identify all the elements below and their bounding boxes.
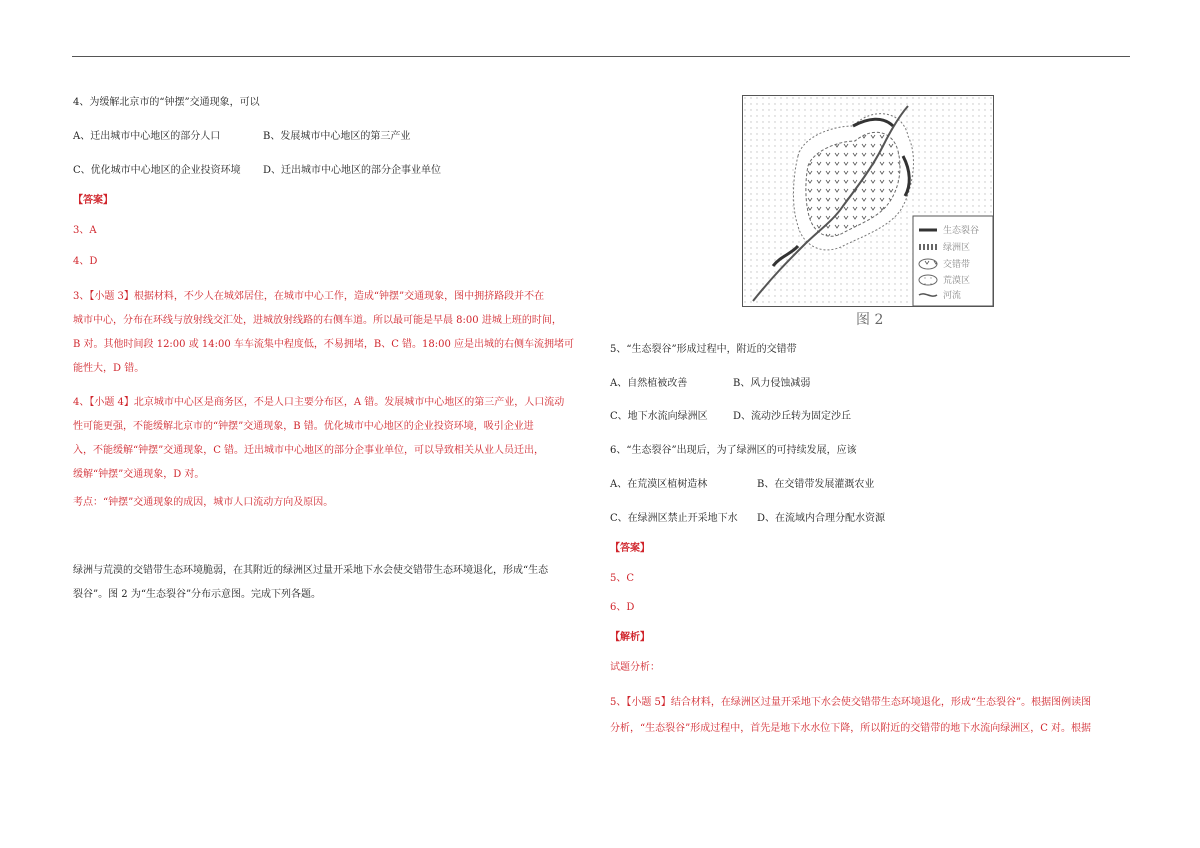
map-illustration xyxy=(743,96,993,306)
legend-label: 河流 xyxy=(943,291,962,301)
explanation-4-line: 4、【小题 4】北京城市中心区是商务区，不是人口主要分布区，A 错。发展城市中心地区的第三产业，人口流动 xyxy=(73,397,565,408)
answer-5: 5、C xyxy=(610,573,635,584)
legend-label: 绿洲区 xyxy=(943,243,971,253)
q4-option-a: A、迁出城市中心地区的部分人口 xyxy=(73,131,221,142)
q4-option-c: C、优化城市中心地区的企业投资环境 xyxy=(73,165,241,176)
legend-label: 生态裂谷 xyxy=(943,226,980,236)
q4-option-d: D、迁出城市中心地区的部分企事业单位 xyxy=(263,165,442,176)
intro-line: 裂谷”。图 2 为“生态裂谷”分布示意图。完成下列各题。 xyxy=(73,589,322,600)
question-6-stem: 6、“生态裂谷”出现后，为了绿洲区的可持续发展，应该 xyxy=(610,445,857,456)
q6-option-c: C、在绿洲区禁止开采地下水 xyxy=(610,513,738,524)
header-rule xyxy=(72,56,1130,57)
explanation-4-line: 缓解“钟摆”交通现象，D 对。 xyxy=(73,469,205,480)
legend-label: 交错带 xyxy=(943,260,971,270)
q5-option-d: D、流动沙丘转为固定沙丘 xyxy=(733,411,852,422)
question-4-stem: 4、为缓解北京市的“钟摆”交通现象，可以 xyxy=(73,97,260,108)
explanation-5-line: 5、【小题 5】结合材料，在绿洲区过量开采地下水会使交错带生态环境退化，形成“生态裂谷”。根据图例读图 xyxy=(610,697,1092,708)
answer-label: 【答案】 xyxy=(610,543,650,554)
intro-line: 绿洲与荒漠的交错带生态环境脆弱，在其附近的绿洲区过量开采地下水会使交错带生态环境退化，形成“生态 xyxy=(73,565,549,576)
explanation-3-line: B 对。其他时间段 12:00 或 14:00 车车流集中程度低，不易拥堵，B、C 错。18:00 应是出城的右侧车流拥堵可 xyxy=(73,339,575,350)
answer-6: 6、D xyxy=(610,602,635,613)
answer-4: 4、D xyxy=(73,256,98,267)
explanation-4-line: 性可能更强，不能缓解北京市的“钟摆”交通现象，B 错。优化城市中心地区的企业投资环境，吸引企业进 xyxy=(73,421,534,432)
answer-label: 【答案】 xyxy=(73,195,113,206)
q6-option-a: A、在荒漠区植树造林 xyxy=(610,479,708,490)
ecological-rift-map xyxy=(742,95,994,307)
analysis-subtitle: 试题分析： xyxy=(610,662,660,673)
explanation-3-line: 3、【小题 3】根据材料，不少人在城郊居住，在城市中心工作，造成“钟摆”交通现象，图中拥挤路段并不在 xyxy=(73,291,545,302)
explanation-4-line: 入，不能缓解“钟摆”交通现象，C 错。迁出城市中心地区的部分企事业单位，可以导致相关从业人员迁出， xyxy=(73,445,545,456)
q5-option-a: A、自然植被改善 xyxy=(610,378,688,389)
question-5-stem: 5、“生态裂谷”形成过程中，附近的交错带 xyxy=(610,344,797,355)
figure-caption: 图 2 xyxy=(856,312,884,328)
q6-option-b: B、在交错带发展灌溉农业 xyxy=(757,479,875,490)
legend-label: 荒漠区 xyxy=(943,276,971,286)
q5-option-b: B、风力侵蚀减弱 xyxy=(733,378,811,389)
q4-option-b: B、发展城市中心地区的第三产业 xyxy=(263,131,411,142)
kaodian: 考点：“钟摆”交通现象的成因，城市人口流动方向及原因。 xyxy=(73,497,334,508)
q5-option-c: C、地下水流向绿洲区 xyxy=(610,411,708,422)
analysis-label: 【解析】 xyxy=(610,632,650,643)
explanation-3-line: 城市中心，分布在环线与放射线交汇处，进城放射线路的右侧车道。所以最可能是早晨 8:00 进城上班的时间， xyxy=(73,315,562,326)
q6-option-d: D、在流域内合理分配水资源 xyxy=(757,513,886,524)
explanation-5-line: 分析，“生态裂谷”形成过程中，首先是地下水水位下降，所以附近的交错带的地下水流向绿洲区，C 对。根据 xyxy=(610,723,1092,734)
explanation-3-line: 能性大，D 错。 xyxy=(73,363,145,374)
answer-3: 3、A xyxy=(73,225,97,236)
